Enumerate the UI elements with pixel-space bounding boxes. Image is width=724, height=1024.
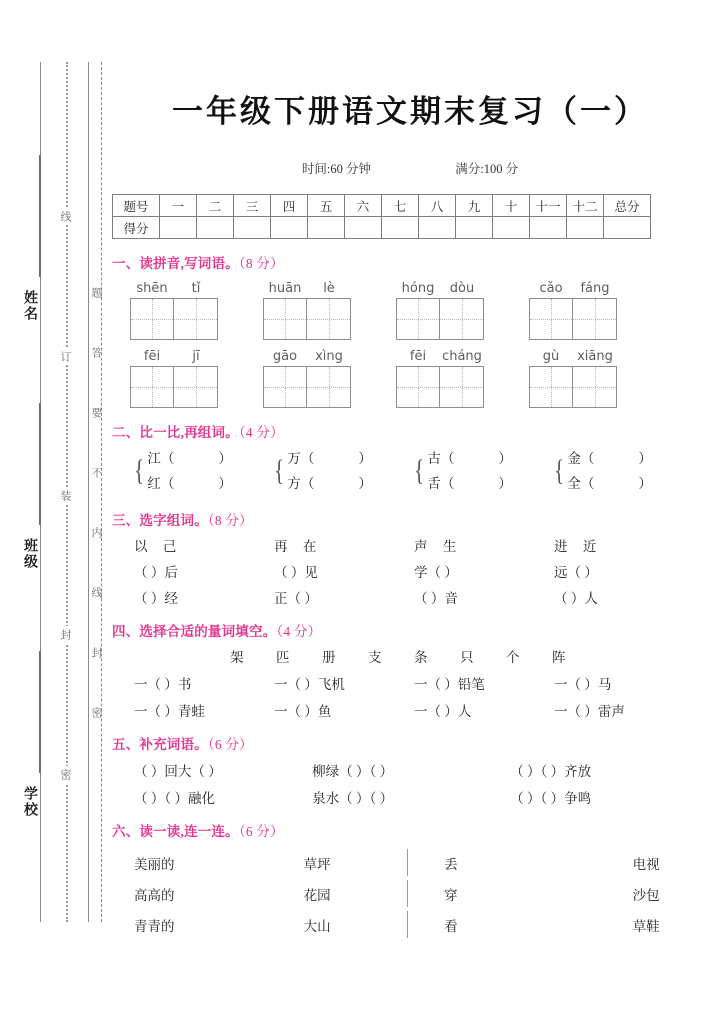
char-answer-row-2 xyxy=(112,587,708,607)
score-cell-12[interactable] xyxy=(567,217,604,239)
idiom-blank[interactable]: （ ）（ ）争鸣 xyxy=(510,791,592,806)
section-5-title: 补充词语。 xyxy=(139,737,208,752)
compare-close: ） xyxy=(638,476,652,491)
section-3-points: （8 分） xyxy=(207,513,253,528)
tianzige-box[interactable] xyxy=(573,366,617,408)
measure-word: 条 xyxy=(414,650,428,665)
seal-char-feng: 封 xyxy=(59,626,70,643)
section-3-title: 选字组词。 xyxy=(139,513,208,528)
compare-line-top[interactable] xyxy=(567,446,652,471)
tianzige-box[interactable] xyxy=(529,298,573,340)
brace-icon: { xyxy=(274,454,285,487)
pinyin-item xyxy=(130,279,263,340)
measure-word: 匹 xyxy=(276,650,290,665)
pinyin-syllable: fáng xyxy=(580,281,610,296)
section-2-number: 二、 xyxy=(112,425,140,440)
char-choice-set: 以 己 xyxy=(134,539,183,554)
seal-char-zhuang: 装 xyxy=(59,487,70,504)
section-4-number: 四、 xyxy=(112,624,140,639)
pinyin-syllable: tǐ xyxy=(191,281,201,296)
match-left-modifier[interactable]: 高高的 xyxy=(134,887,175,903)
exam-meta xyxy=(112,159,708,177)
section-6-points: （6 分） xyxy=(238,824,284,839)
score-col-1: 一 xyxy=(160,195,197,217)
idiom-blank[interactable]: 泉水（ ）（ ） xyxy=(312,791,394,806)
tianzige-box[interactable] xyxy=(174,298,218,340)
margin-rule-dashed xyxy=(101,62,102,922)
pinyin-syllable: huān xyxy=(268,281,302,296)
compare-group xyxy=(132,446,272,496)
pinyin-row-1 xyxy=(112,279,708,340)
score-cell-9[interactable] xyxy=(456,217,493,239)
section-6-number: 六、 xyxy=(112,824,140,839)
tianzige-grid[interactable] xyxy=(130,366,218,408)
char-choice-row xyxy=(112,535,708,555)
compare-close: ） xyxy=(638,451,652,466)
compare-group xyxy=(552,446,692,496)
pinyin-item xyxy=(529,347,662,408)
score-cell-1[interactable] xyxy=(160,217,197,239)
matching-divider xyxy=(407,911,408,938)
measure-answer-row-1 xyxy=(112,673,708,693)
match-right-verb[interactable]: 看 xyxy=(444,918,458,934)
char-answer-blank[interactable]: （ ）人 xyxy=(554,591,598,606)
pinyin-item xyxy=(396,347,529,408)
margin-rule-inner xyxy=(88,62,89,922)
measure-answer-blank[interactable]: 一（ ）雷声 xyxy=(554,704,625,719)
brace-icon: { xyxy=(134,454,145,487)
notice-char-xian: 线 xyxy=(90,587,102,598)
field-rule-school xyxy=(39,651,41,773)
compare-pair-text xyxy=(147,446,232,496)
score-table xyxy=(112,194,651,239)
section-1-title: 读拼音,写词语。 xyxy=(139,256,239,271)
measure-word: 架 xyxy=(230,650,244,665)
match-left-noun[interactable]: 花园 xyxy=(303,887,331,903)
match-left-noun[interactable]: 大山 xyxy=(303,918,331,934)
tianzige-grid[interactable] xyxy=(263,298,351,340)
tianzige-grid[interactable] xyxy=(263,366,351,408)
score-cell-10[interactable] xyxy=(493,217,530,239)
pinyin-label xyxy=(529,279,662,296)
compare-line-bottom[interactable] xyxy=(427,471,512,496)
score-col-4: 四 xyxy=(271,195,308,217)
measure-answer-blank[interactable]: 一（ ）飞机 xyxy=(274,677,345,692)
char-answer-row-1 xyxy=(112,561,708,581)
seal-char-mi: 密 xyxy=(59,766,70,783)
compare-line-bottom[interactable] xyxy=(147,471,232,496)
pinyin-syllable: fēi xyxy=(409,349,427,364)
compare-close: ） xyxy=(498,451,512,466)
char-answer-blank[interactable]: （ ）音 xyxy=(414,591,458,606)
char-choice-set: 声 生 xyxy=(414,539,463,554)
tianzige-box[interactable] xyxy=(307,366,351,408)
measure-answer-blank[interactable]: 一（ ）铅笔 xyxy=(414,677,485,692)
score-cell-6[interactable] xyxy=(345,217,382,239)
section-heading-5 xyxy=(112,733,708,753)
score-col-11: 十一 xyxy=(530,195,567,217)
score-col-7: 七 xyxy=(382,195,419,217)
score-cell-3[interactable] xyxy=(234,217,271,239)
score-col-6: 六 xyxy=(345,195,382,217)
idiom-blank[interactable]: （ ）（ ）齐放 xyxy=(510,764,592,779)
section-4-points: （4 分） xyxy=(276,624,322,639)
measure-word: 只 xyxy=(460,650,474,665)
exam-content xyxy=(112,0,708,1024)
tianzige-box[interactable] xyxy=(440,298,484,340)
score-cell-2[interactable] xyxy=(197,217,234,239)
notice-char-bu: 不 xyxy=(90,467,102,478)
tianzige-box[interactable] xyxy=(396,298,440,340)
idiom-blank[interactable]: 柳绿（ ）（ ） xyxy=(312,764,394,779)
pinyin-syllable: cǎo xyxy=(539,281,563,296)
section-2-title: 比一比,再组词。 xyxy=(139,425,239,440)
matching-exercise xyxy=(112,847,708,940)
pinyin-label xyxy=(130,347,263,364)
char-answer-blank[interactable]: 学（ ） xyxy=(414,565,458,580)
pinyin-item xyxy=(263,347,396,408)
sealed-line-margin xyxy=(0,0,104,1024)
tianzige-box[interactable] xyxy=(174,366,218,408)
measure-word: 个 xyxy=(506,650,520,665)
compare-line-bottom[interactable] xyxy=(287,471,372,496)
measure-word: 册 xyxy=(322,650,336,665)
tianzige-box[interactable] xyxy=(130,366,174,408)
compare-line-bottom[interactable] xyxy=(567,471,652,496)
match-right-noun[interactable]: 电视 xyxy=(632,856,660,872)
section-1-number: 一、 xyxy=(112,256,140,271)
compare-char: 红（ xyxy=(147,476,175,491)
char-answer-blank[interactable]: （ ）经 xyxy=(134,591,178,606)
pinyin-syllable: jī xyxy=(192,349,200,364)
pinyin-syllable: shēn xyxy=(136,281,168,296)
score-col-12: 十二 xyxy=(567,195,604,217)
pinyin-label xyxy=(263,347,396,364)
compare-line-top[interactable] xyxy=(287,446,372,471)
notice-char-mi: 密 xyxy=(90,707,102,718)
field-label-class: 班级 xyxy=(22,538,37,570)
section-heading-3 xyxy=(112,509,708,529)
compare-close: ） xyxy=(358,451,372,466)
matching-row xyxy=(134,878,708,909)
pinyin-label xyxy=(529,347,662,364)
pinyin-item xyxy=(396,279,529,340)
tianzige-box[interactable] xyxy=(130,298,174,340)
score-col-total: 总分 xyxy=(604,195,651,217)
section-heading-1 xyxy=(112,252,708,272)
compare-group xyxy=(272,446,412,496)
measure-answer-blank[interactable]: 一（ ）书 xyxy=(134,677,192,692)
score-table-value-row xyxy=(113,217,651,239)
tianzige-box[interactable] xyxy=(396,366,440,408)
compare-char: 方（ xyxy=(287,476,315,491)
match-left-noun[interactable]: 草坪 xyxy=(303,856,331,872)
section-5-points: （6 分） xyxy=(207,737,253,752)
score-table-row-label-score: 得分 xyxy=(113,217,160,239)
score-col-10: 十 xyxy=(493,195,530,217)
score-cell-5[interactable] xyxy=(308,217,345,239)
tianzige-grid[interactable] xyxy=(529,298,617,340)
score-cell-4[interactable] xyxy=(271,217,308,239)
char-answer-blank[interactable]: （ ）见 xyxy=(274,565,318,580)
field-label-name: 姓名 xyxy=(22,290,37,322)
pinyin-syllable: lè xyxy=(323,281,335,296)
pinyin-syllable: gù xyxy=(542,349,560,364)
matching-row xyxy=(134,909,708,940)
score-col-9: 九 xyxy=(456,195,493,217)
char-choice-set: 进 近 xyxy=(554,539,603,554)
pinyin-item xyxy=(529,279,662,340)
section-1-points: （8 分） xyxy=(238,256,284,271)
notice-char-yao: 要 xyxy=(90,407,102,418)
compare-char: 舌（ xyxy=(427,476,455,491)
compare-char: 金（ xyxy=(567,451,595,466)
tianzige-grid[interactable] xyxy=(529,366,617,408)
exam-duration: 时间:60 分钟 xyxy=(301,162,371,176)
exam-full-score: 满分:100 分 xyxy=(455,162,519,176)
brace-icon: { xyxy=(554,454,565,487)
compare-line-top[interactable] xyxy=(147,446,232,471)
score-table-row-label-question: 题号 xyxy=(113,195,160,217)
compare-line-top[interactable] xyxy=(427,446,512,471)
idiom-blank[interactable]: （ ）（ ）融化 xyxy=(134,791,215,806)
match-left-modifier[interactable]: 美丽的 xyxy=(134,856,175,872)
compare-pair-text xyxy=(287,446,372,496)
pinyin-label xyxy=(396,347,529,364)
compare-close: ） xyxy=(498,476,512,491)
score-col-2: 二 xyxy=(197,195,234,217)
notice-char-da: 答 xyxy=(90,347,102,358)
matching-divider xyxy=(407,880,408,907)
pinyin-syllable: xìng xyxy=(315,349,343,364)
pinyin-item xyxy=(263,279,396,340)
page-title: 一年级下册语文期末复习（一） xyxy=(172,94,648,129)
score-col-5: 五 xyxy=(308,195,345,217)
match-right-noun[interactable]: 草鞋 xyxy=(632,918,660,934)
measure-answer-blank[interactable]: 一（ ）人 xyxy=(414,704,472,719)
measure-answer-blank[interactable]: 一（ ）鱼 xyxy=(274,704,332,719)
pinyin-syllable: hóng xyxy=(401,281,435,296)
score-cell-8[interactable] xyxy=(419,217,456,239)
pinyin-syllable: dòu xyxy=(449,281,475,296)
pinyin-syllable: gāo xyxy=(272,349,298,364)
section-heading-6 xyxy=(112,820,708,840)
match-left-modifier[interactable]: 青青的 xyxy=(134,918,175,934)
compare-close: ） xyxy=(218,476,232,491)
tianzige-grid[interactable] xyxy=(396,298,484,340)
idiom-answer-row-1 xyxy=(112,760,708,780)
compare-close: ） xyxy=(218,451,232,466)
compare-char: 江（ xyxy=(147,451,175,466)
section-6-title: 读一读,连一连。 xyxy=(139,824,239,839)
pinyin-syllable: cháng xyxy=(442,349,482,364)
measure-answer-blank[interactable]: 一（ ）马 xyxy=(554,677,612,692)
score-col-8: 八 xyxy=(419,195,456,217)
match-right-verb[interactable]: 穿 xyxy=(444,887,458,903)
compare-char: 全（ xyxy=(567,476,595,491)
pinyin-syllable: xiāng xyxy=(577,349,613,364)
section-2-points: （4 分） xyxy=(238,425,284,440)
pinyin-label xyxy=(396,279,529,296)
measure-word: 阵 xyxy=(552,650,566,665)
section-4-title: 选择合适的量词填空。 xyxy=(139,624,277,639)
tianzige-box[interactable] xyxy=(307,298,351,340)
section-heading-4 xyxy=(112,620,708,640)
matching-row xyxy=(134,847,708,878)
seal-char-ding: 订 xyxy=(59,348,70,365)
char-answer-blank[interactable]: 正（ ） xyxy=(274,591,318,606)
notice-char-feng: 封 xyxy=(90,647,102,658)
score-cell-total[interactable] xyxy=(604,217,651,239)
tianzige-box[interactable] xyxy=(440,366,484,408)
measure-answer-blank[interactable]: 一（ ）青蛙 xyxy=(134,704,205,719)
section-heading-2 xyxy=(112,421,708,441)
tianzige-box[interactable] xyxy=(573,298,617,340)
brace-icon: { xyxy=(414,454,425,487)
char-answer-blank[interactable]: （ ）后 xyxy=(134,565,178,580)
match-right-noun[interactable]: 沙包 xyxy=(632,887,660,903)
pinyin-item xyxy=(130,347,263,408)
score-cell-7[interactable] xyxy=(382,217,419,239)
char-answer-blank[interactable]: 远（ ） xyxy=(554,565,598,580)
char-choice-set: 再 在 xyxy=(274,539,323,554)
compare-char: 古（ xyxy=(427,451,455,466)
compare-pair-text xyxy=(567,446,652,496)
compare-close: ） xyxy=(358,476,372,491)
score-table-header-row xyxy=(113,195,651,217)
tianzige-box[interactable] xyxy=(529,366,573,408)
matching-divider xyxy=(407,849,408,876)
idiom-blank[interactable]: （ ）回大（ ） xyxy=(134,764,222,779)
match-right-verb[interactable]: 丢 xyxy=(444,856,458,872)
notice-char-nei: 内 xyxy=(90,527,102,538)
tianzige-grid[interactable] xyxy=(396,366,484,408)
measure-answer-row-2 xyxy=(112,700,708,720)
score-col-3: 三 xyxy=(234,195,271,217)
pinyin-row-2 xyxy=(112,347,708,408)
pinyin-label xyxy=(263,279,396,296)
tianzige-grid[interactable] xyxy=(130,298,218,340)
field-rule-name xyxy=(39,155,41,277)
pinyin-syllable: fēi xyxy=(143,349,161,364)
measure-word-list xyxy=(112,646,708,666)
field-label-school: 学校 xyxy=(22,786,37,818)
idiom-answer-row-2 xyxy=(112,787,708,807)
compare-pair-text xyxy=(427,446,512,496)
pinyin-label xyxy=(130,279,263,296)
score-cell-11[interactable] xyxy=(530,217,567,239)
notice-char-ti: 题 xyxy=(90,287,102,298)
field-rule-class xyxy=(39,403,41,525)
tianzige-box[interactable] xyxy=(263,298,307,340)
compare-word-row xyxy=(112,446,708,496)
measure-word: 支 xyxy=(368,650,382,665)
compare-char: 万（ xyxy=(287,451,315,466)
section-5-number: 五、 xyxy=(112,737,140,752)
tianzige-box[interactable] xyxy=(263,366,307,408)
seal-char-xian: 线 xyxy=(59,208,70,225)
section-3-number: 三、 xyxy=(112,513,140,528)
compare-group xyxy=(412,446,552,496)
